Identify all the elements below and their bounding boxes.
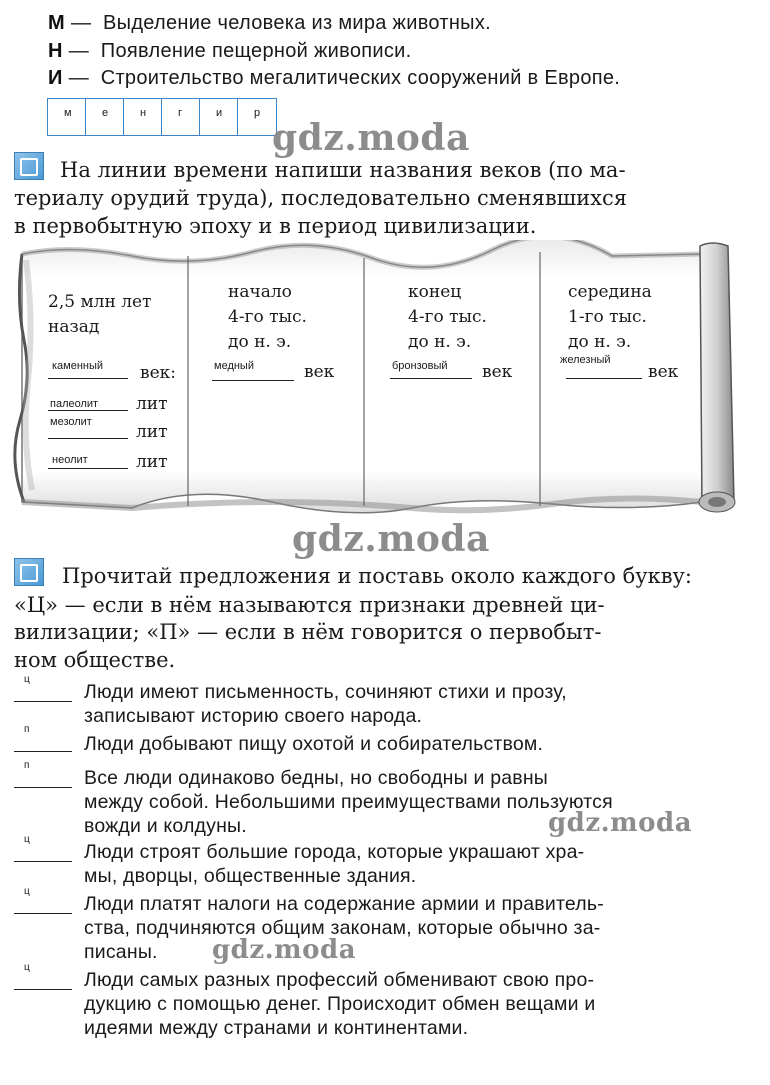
col4-vek [560,354,710,384]
word-cell[interactable]: н [124,99,162,135]
mark-letter: ц [24,962,30,973]
line-i [48,67,620,90]
col4-line1: середина [568,282,652,302]
vek-label: век: [140,363,176,383]
task1-line2: териалу орудий труда), последовательно сменявшихся [14,186,628,210]
col3-line2: 4-го тыс. [408,307,487,327]
dash: — [70,12,92,34]
line-n-text: Появление пещерной живописи. [100,40,412,62]
col2-line3: до н. э. [228,332,292,352]
sentence-4-line1: Люди строят большие города, которые украшают хра- [84,841,585,863]
letter-m: М [48,12,65,34]
watermark: gdz.moda [212,935,357,965]
answer-mark[interactable] [14,888,72,914]
word-cell[interactable]: и [200,99,238,135]
col3-line1: конец [408,282,462,302]
col2-date [228,280,307,355]
answer-line [48,410,128,411]
sentence-1-line2: записывают историю своего народа. [84,705,423,727]
dash: — [68,67,89,89]
sentence-1-line1: Люди имеют письменность, сочиняют стихи и прозу, [84,681,567,703]
sentence-2-line1: Люди добывают пищу охотой и собирательством. [84,733,544,755]
line-n [48,40,412,63]
sentence-3-line3: вожди и колдуны. [84,815,247,837]
word-cell[interactable]: м [48,99,86,135]
col1-date [48,290,151,340]
mark-letter: п [24,760,30,771]
vek-label: век [482,362,513,382]
sentence-5-line1: Люди платят налоги на содержание армии и правитель- [84,893,604,915]
task2-line2: «Ц» — если в нём называются признаки древней ци- [14,593,605,617]
answer-mark[interactable] [14,676,72,702]
word-cell[interactable]: е [86,99,124,135]
answer-neolit[interactable]: неолит [52,454,88,466]
col1-vek [48,360,188,386]
vek-label: век [648,362,679,382]
sentence-6-line1: Люди самых разных профессий обменивают свою про- [84,969,595,991]
answer-zhelezny[interactable]: железный [560,354,611,366]
answer-line [566,378,642,379]
answer-line [390,378,472,379]
col1-mezolit [48,416,188,446]
answer-mark[interactable] [14,836,72,862]
col4-line3: до н. э. [568,332,632,352]
task2-line4: ном обществе. [14,648,176,672]
col2-vek [212,360,362,386]
answer-line [48,438,128,439]
answer-bronzovy[interactable]: бронзовый [392,360,448,372]
task-icon [14,558,44,586]
col3-line3: до н. э. [408,332,472,352]
line-m-text: Выделение человека из мира животных. [103,12,492,34]
task2-line3: вилизации; «П» — если в нём говорится о первобыт- [14,620,602,644]
col1-neolit [48,450,188,476]
sentence-3-line1: Все люди одинаково бедны, но свободны и равны [84,767,549,789]
answer-line [48,468,128,469]
col1-line1: 2,5 млн лет [48,292,152,312]
watermark: gdz.moda [272,117,470,159]
mark-letter: ц [24,834,30,845]
task1-line1: На линии времени напиши названия веков (по ма- [60,158,626,182]
sentence-3-line2: между собой. Небольшими преимуществами пользуются [84,791,613,813]
line-m [48,12,491,35]
word-cell[interactable]: р [254,107,261,119]
vek-label: век [304,362,335,382]
answer-mark[interactable] [14,762,72,788]
timeline-scroll [12,240,752,520]
col3-vek [390,360,540,386]
dash: — [68,40,90,62]
col2-line1: начало [228,282,292,302]
watermark: gdz.moda [292,518,490,560]
task1-line3: в первобытную эпоху и в период цивилизации. [14,214,537,238]
answer-paleolit[interactable]: палеолит [50,398,99,410]
word-grid [47,98,277,136]
answer-medny[interactable]: медный [214,360,254,372]
answer-mark[interactable] [14,726,72,752]
answer-mark[interactable] [14,964,72,990]
answer-line [212,380,294,381]
word-cell[interactable]: г [162,99,200,135]
sentence-4-line2: мы, дворцы, общественные здания. [84,865,417,887]
task-icon [14,152,44,180]
watermark: gdz.moda [548,808,693,838]
sentence-6-line2: дукцию с помощью денег. Происходит обмен вещами и [84,993,596,1015]
sentence-6-line3: идеями между странами и континентами. [84,1017,469,1039]
col4-date [568,280,652,355]
col1-paleolit [48,392,188,418]
answer-line [48,378,128,379]
lit-label: лит [136,422,168,442]
col1-line2: назад [48,317,100,337]
mark-letter: ц [24,674,30,685]
letter-i: И [48,67,63,89]
sentence-5-line2: ства, подчиняются общим законам, которые обычно за- [84,917,601,939]
answer-mezolit[interactable]: мезолит [50,416,92,428]
col2-line2: 4-го тыс. [228,307,307,327]
lit-label: лит [136,452,168,472]
answer-kamenny[interactable]: каменный [52,360,104,372]
mark-letter: ц [24,886,30,897]
lit-label: лит [136,394,168,414]
line-i-text: Строительство мегалитических сооружений в Европе. [100,67,621,89]
sentence-5-line3: писаны. [84,941,158,963]
col3-date [408,280,487,355]
task2-line1: Прочитай предложения и поставь около каждого букву: [62,564,692,588]
mark-letter: п [24,724,30,735]
letter-n: Н [48,40,63,62]
col4-line2: 1-го тыс. [568,307,647,327]
